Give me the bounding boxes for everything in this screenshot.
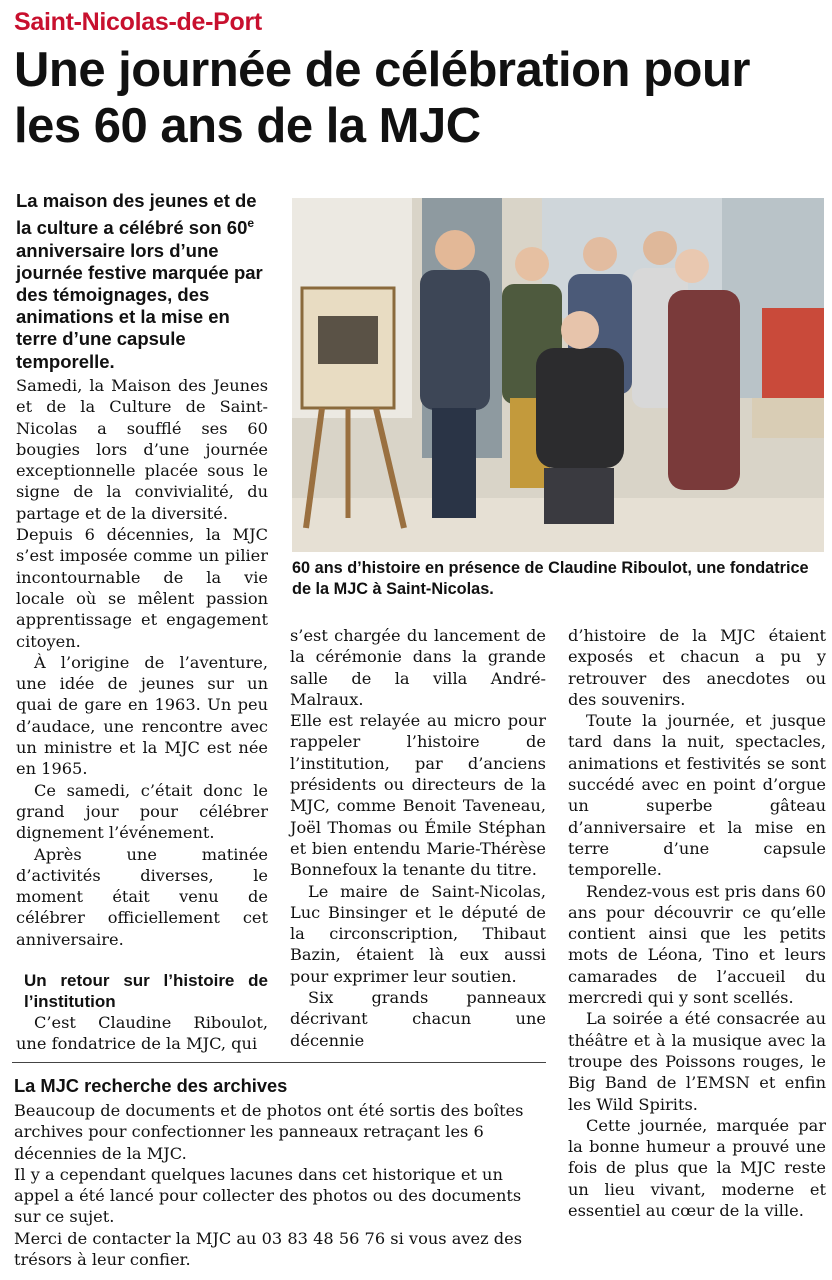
paragraph: Toute la journée, et jusque tard dans la nuit, spectacles, animations et festivités se sont succédé avec en point d’orgue un superbe gâteau d’anniversaire et la mise en terre d’une capsule temporelle. xyxy=(568,711,826,880)
paragraph: Samedi, la Maison des Jeunes et de la Culture de Saint-Nicolas a soufflé ses 60 bougies lors d’une journée exceptionnelle placée sous le signe de la convivialité, du partage et de la diversité. xyxy=(16,376,268,523)
box-paragraph: Merci de contacter la MJC au 03 83 48 56 76 si vous avez des trésors à leur confier. xyxy=(14,1228,523,1270)
paragraph: d’histoire de la MJC étaient exposés et chacun a pu y retrouver des anecdotes ou des souvenirs. xyxy=(568,626,826,709)
section-kicker: Saint-Nicolas-de-Port xyxy=(14,8,262,36)
paragraph: Six grands panneaux décrivant chacun une décennie xyxy=(290,988,546,1050)
article-headline: Une journée de célébration pour les 60 ans de la MJC xyxy=(14,43,750,153)
photo-caption: 60 ans d’histoire en présence de Claudine Riboulot, une fondatrice de la MJC à Saint-Nicolas. xyxy=(292,559,809,598)
lead-superscript: e xyxy=(247,216,255,231)
box-paragraph: Il y a cependant quelques lacunes dans cet historique et un appel a été lancé pour collecter des photos ou des documents sur ce sujet. xyxy=(14,1164,522,1227)
archives-box xyxy=(14,1074,542,1270)
article-lead xyxy=(16,190,276,373)
photo-illustration xyxy=(292,198,824,552)
article-column-3 xyxy=(568,625,826,1221)
lead-text-start: La maison des jeunes et de la culture a célébré son 60 xyxy=(16,190,257,239)
paragraph: Depuis 6 décennies, la MJC s’est imposée comme un pilier incontournable de la vie locale où se mêlent passion apprentissage et engagement citoyen. xyxy=(16,525,268,651)
paragraph: Elle est relayée au micro pour rappeler l’histoire de l’institution, par d’anciens présidents ou directeurs de la MJC, comme Benoit Taveneau, Joël Thomas ou Émile Stéphan et bien entendu Marie-Thérèse Bonnefoux la tenante du titre. xyxy=(290,711,546,880)
section-subhead: Un retour sur l’histoire de l’institution xyxy=(24,971,268,1012)
article-column-2 xyxy=(290,625,546,1051)
box-paragraph: Beaucoup de documents et de photos ont été sortis des boîtes archives pour confectionner les panneaux retraçant les 6 décennies de la MJC. xyxy=(14,1101,524,1163)
paragraph: s’est chargée du lancement de la cérémonie dans la grande salle de la villa André-Malraux. xyxy=(290,626,546,709)
box-divider xyxy=(12,1062,546,1063)
paragraph: Ce samedi, c’était donc le grand jour pour célébrer dignement l’événement. xyxy=(16,780,268,843)
paragraph: Rendez-vous est pris dans 60 ans pour découvrir ce qu’elle contient ainsi que les petits mots de Léona, Tino et leurs camarades de l’accueil du mercredi qui y sont scellés. xyxy=(568,881,826,1008)
paragraph: Cette journée, marquée par la bonne humeur a prouvé une fois de plus que la MJC reste un lieu vivant, moderne et essentiel au cœur de la ville. xyxy=(568,1115,826,1221)
lead-text-end: anniversaire lors d’une journée festive marquée par des témoignages, des animations et la mise en terre d’une capsule temporelle. xyxy=(16,239,263,372)
article-photo xyxy=(292,198,824,552)
article-column-1 xyxy=(16,375,268,1055)
paragraph: Après une matinée d’activités diverses, le moment était venu de célébrer officiellement cet anniversaire. xyxy=(16,844,268,949)
paragraph: C’est Claudine Riboulot, une fondatrice de la MJC, qui xyxy=(16,1013,268,1054)
paragraph: La soirée a été consacrée au théâtre et à la musique avec la troupe des Poissons rouges, le Big Band de l’EMSN et enfin les Wild Spirits. xyxy=(568,1009,826,1114)
box-title: La MJC recherche des archives xyxy=(14,1075,288,1096)
paragraph: À l’origine de l’aventure, une idée de jeunes sur un quai de gare en 1963. Un peu d’audace, une rencontre avec un ministre et la MJC est née en 1965. xyxy=(16,652,268,779)
paragraph: Le maire de Saint-Nicolas, Luc Binsinger et le député de la circonscription, Thibaut Bazin, étaient là eux aussi pour exprimer leur soutien. xyxy=(290,881,546,986)
